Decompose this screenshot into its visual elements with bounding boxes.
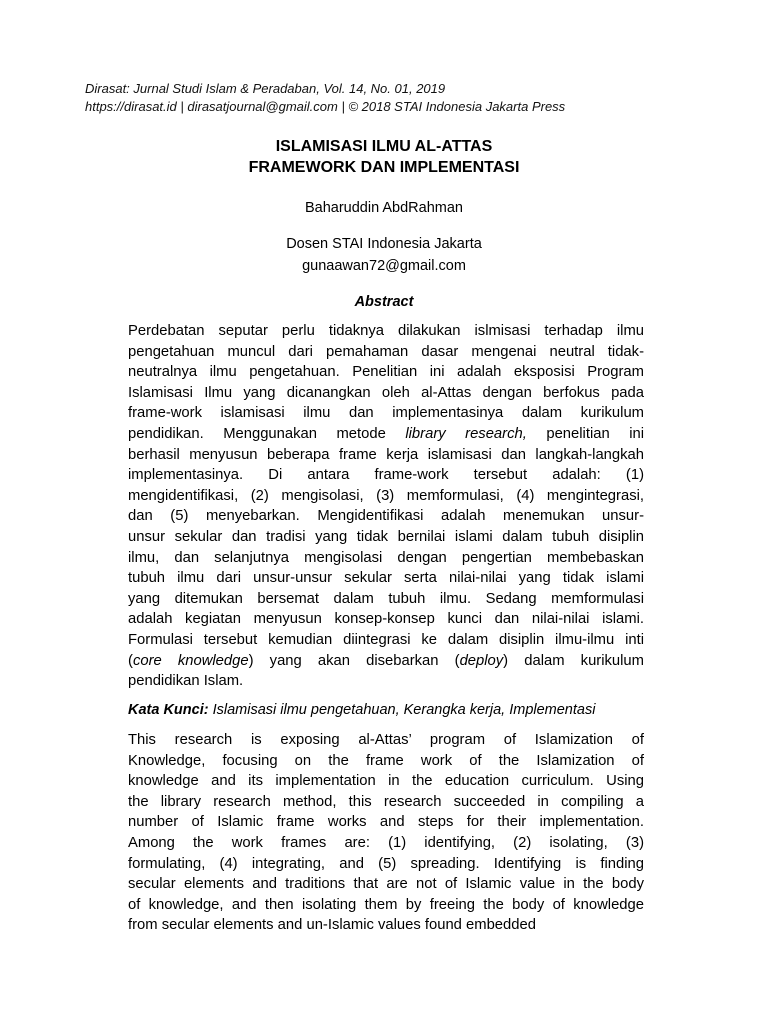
abstract-line-segment: (	[128, 652, 133, 669]
abstract-line	[128, 424, 644, 445]
abstract-line: pendidikan Islam.	[128, 673, 244, 690]
paper-title-line-1: ISLAMISASI ILMU AL-ATTAS	[275, 138, 493, 155]
abstract-line: implementasinya. Di antara frame-work tersebut adalah: (1)	[128, 467, 644, 484]
abstract-line: neutralnya ilmu pengetahuan. Penelitian ini adalah eksposisi Program	[128, 364, 644, 381]
abstract-line: frame-work islamisasi ilmu dan implementasinya dalam kurikulum	[128, 405, 644, 422]
abstract-line: Islamisasi Ilmu yang dicanangkan oleh al-Attas dengan berfokus pada	[128, 384, 644, 401]
abstract-line: mengidentifikasi, (2) mengisolasi, (3) memformulasi, (4) mengintegrasi,	[128, 487, 644, 504]
abstract-body-indonesian	[128, 321, 644, 692]
abstract-line: yang ditemukan bersemat dalam tubuh ilmu. Sedang memformulasi	[128, 590, 644, 607]
english-abstract-line: This research is exposing al-Attas’ program of Islamization of	[128, 732, 644, 748]
abstract-body-english	[128, 730, 644, 936]
abstract-line: pengetahuan muncul dari pemahaman dasar mengenai neutral tidak-	[128, 343, 644, 360]
abstract-emphasis-deploy: deploy	[459, 652, 504, 669]
abstract-line: unsur sekular dan tradisi yang tidak bernilai islami dalam tubuh disiplin	[128, 528, 644, 545]
english-abstract-line: secular elements and traditions that are not of Islamic value in the body	[128, 876, 644, 893]
abstract-emphasis-core-knowledge: core knowledge	[132, 652, 249, 669]
abstract-line: dan (5) menyebarkan. Mengidentifikasi adalah menemukan unsur-	[128, 508, 644, 525]
author-email: gunaawan72@gmail.com	[302, 258, 466, 274]
keywords-text: Islamisasi ilmu pengetahuan, Kerangka kerja, Implementasi	[208, 702, 596, 718]
abstract-line: berhasil menyusun beberapa frame kerja islamisasi dan langkah-langkah	[128, 446, 644, 463]
abstract-line: tubuh ilmu dari unsur-unsur sekular serta nilai-nilai yang tidak islami	[128, 570, 644, 587]
abstract-line: adalah kegiatan menyusun konsep-konsep kunci dan nilai-nilai islami.	[128, 611, 644, 628]
abstract-line: Perdebatan seputar perlu tidaknya dilakukan islmisasi terhadap ilmu	[128, 323, 644, 339]
english-abstract-line: Knowledge, focusing on the frame work of the Islamization of	[128, 752, 644, 769]
author-affiliation: Dosen STAI Indonesia Jakarta	[286, 236, 482, 252]
abstract-line: ilmu, dan selanjutnya mengisolasi dengan pengertian membebaskan	[128, 549, 644, 566]
english-abstract-line: number of Islamic frame works and steps for their implementation.	[128, 814, 644, 831]
abstract-line-segment: ) yang akan disebarkan (	[248, 652, 460, 669]
abstract-line	[128, 651, 644, 672]
abstract-emphasis-library-research: library research,	[405, 425, 527, 442]
abstract-line: Formulasi tersebut kemudian diintegrasi ke dalam disiplin ilmu-ilmu inti	[128, 631, 644, 648]
english-abstract-line: of knowledge, and then isolating them by freeing the body of knowledge	[128, 896, 644, 913]
english-abstract-line: formulating, (4) integrating, and (5) spreading. Identifying is finding	[128, 855, 644, 872]
english-abstract-line: knowledge and its implementation in the education curriculum. Using	[128, 773, 644, 790]
author-affiliation-block	[128, 233, 640, 277]
english-abstract-line: the library research method, this research succeeded in compiling a	[128, 793, 644, 810]
author-name: Baharuddin AbdRahman	[304, 200, 463, 216]
journal-citation: Dirasat: Jurnal Studi Islam & Peradaban, Vol. 14, No. 01, 2019	[85, 81, 446, 96]
keywords	[128, 700, 644, 720]
keywords-label: Kata Kunci:	[128, 702, 209, 718]
journal-contact: https://dirasat.id | dirasatjournal@gmail.com | © 2018 STAI Indonesia Jakarta Press	[85, 99, 566, 114]
abstract-line-segment: pendidikan. Menggunakan metode	[128, 425, 406, 442]
paper-title	[128, 136, 640, 178]
journal-header	[85, 80, 685, 116]
abstract-line-segment: penelitian ini	[526, 425, 645, 442]
abstract-heading: Abstract	[354, 294, 414, 310]
paper-title-line-2: FRAMEWORK DAN IMPLEMENTASI	[248, 159, 520, 176]
english-abstract-line: from secular elements and un-Islamic values found embedded	[128, 917, 536, 934]
abstract-line-segment: ) dalam kurikulum	[503, 652, 644, 669]
english-abstract-line: Among the work frames are: (1) identifying, (2) isolating, (3)	[128, 834, 644, 851]
